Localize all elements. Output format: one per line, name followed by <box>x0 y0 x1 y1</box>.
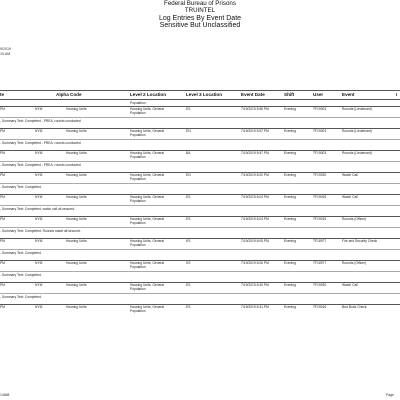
cell-shift: Evening <box>284 283 296 287</box>
cell-shift: Evening <box>284 173 296 177</box>
cell-level-3: ES <box>186 195 191 199</box>
cell-level-1: Housing Units <box>66 261 87 265</box>
cell-alpha-code: NYM <box>35 107 43 111</box>
col-header-event-date-fragment: te <box>0 92 5 97</box>
cell-user: TF19030 <box>313 173 327 177</box>
cell-event: Rounds (Lieutenant) <box>342 151 372 155</box>
cell-alpha-code: NYM <box>35 173 43 177</box>
header-rule-top <box>0 90 400 91</box>
row-separator <box>0 216 400 217</box>
cell-level-1: Housing Units <box>66 239 87 243</box>
cell-event-date: 7/19/2019 6:00 PM <box>241 173 269 177</box>
col-header-event: Event <box>342 92 355 97</box>
col-header-alpha-code: Alpha Code <box>56 92 82 97</box>
title-system: TRUINTEL <box>184 7 216 15</box>
cell-user: TF19015 <box>313 217 327 221</box>
cell-level-2-continued: Population <box>130 111 146 115</box>
cell-alpha-code: NYM <box>35 261 43 265</box>
cell-event-date: 7/19/2019 6:31 PM <box>241 305 269 309</box>
cell-event-date: 7/19/2019 6:06 PM <box>241 261 269 265</box>
row-summary-note: - Summary Text: Completed. <box>0 273 42 277</box>
cell-level-1: Housing Units <box>66 195 87 199</box>
cell-user: TF19016 <box>313 305 327 309</box>
note-separator <box>0 117 400 118</box>
cell-user: TF19003 <box>313 107 327 111</box>
cell-level-2: Housing Units, General <box>130 173 165 177</box>
cell-event: Bed Book Check <box>342 305 367 309</box>
row-summary-note: - Summary Text: Completed - PREA, rounds conducted <box>0 141 81 145</box>
cell-time: PM <box>0 239 5 243</box>
cell-level-2: Housing Units, General <box>130 217 165 221</box>
cell-event: Rounds (Lieutenant) <box>342 107 372 111</box>
row-separator <box>0 150 400 151</box>
note-separator <box>0 293 400 294</box>
cell-time: PM <box>0 173 5 177</box>
note-separator <box>0 205 400 206</box>
col-header-level-2: Level 2 Location <box>130 92 166 97</box>
cell-time: PM <box>0 107 5 111</box>
row-summary-note: - Summary Text: Completed. Rounds made all secured. <box>0 229 81 233</box>
report-time: 15 AM <box>0 52 11 56</box>
cell-level-1: Housing Units <box>66 151 87 155</box>
cell-shift: Evening <box>284 151 296 155</box>
note-separator <box>0 183 400 184</box>
note-separator <box>0 271 400 272</box>
cell-event-date: 7/19/2019 6:05 PM <box>241 239 269 243</box>
row-summary-note: - Summary Text: Completed. <box>0 295 42 299</box>
cell-event-date: 7/19/2019 5:57 PM <box>241 129 269 133</box>
row-separator <box>0 282 400 283</box>
cell-alpha-code: NYM <box>35 129 43 133</box>
row-separator <box>0 238 400 239</box>
cell-level-2: Housing Units, General <box>130 261 165 265</box>
cell-level-2: Housing Units, General <box>130 283 165 287</box>
row-summary-note: - Summary Text: Completed. <box>0 185 42 189</box>
cell-alpha-code: NYM <box>35 305 43 309</box>
row-summary-note: - Summary Text: Completed. watch call all secured. <box>0 207 75 211</box>
cell-level-2: Housing Units, General <box>130 195 165 199</box>
cell-event: Watch Call <box>342 283 358 287</box>
cell-level-3: ES <box>186 107 191 111</box>
cell-level-1: Housing Units <box>66 305 87 309</box>
row-separator <box>0 172 400 173</box>
cell-alpha-code: NYM <box>35 239 43 243</box>
col-header-level-3: Level 3 Location <box>186 92 222 97</box>
cell-level-2-continued: Population <box>130 287 146 291</box>
cell-time: PM <box>0 305 5 309</box>
col-header-user: User <box>313 92 324 97</box>
title-agency: Federal Bureau of Prisons <box>164 0 236 7</box>
cell-event: Rounds (Officer) <box>342 261 367 265</box>
cell-level-3: KS <box>186 261 191 265</box>
cell-alpha-code: NYM <box>35 195 43 199</box>
cell-time: PM <box>0 261 5 265</box>
cell-level-3: KS <box>186 239 191 243</box>
cell-shift: Evening <box>284 305 296 309</box>
cell-level-2: Housing Units, General <box>130 129 165 133</box>
cell-level-2: Housing Units, General <box>130 107 165 111</box>
row-separator <box>0 304 400 305</box>
cell-level-1: Housing Units <box>66 107 87 111</box>
cell-level-3: ES <box>186 283 191 287</box>
cell-level-2-continued: Population <box>130 221 146 225</box>
cell-event: Fire and Security Check <box>342 239 378 243</box>
row-separator <box>0 260 400 261</box>
col-header-shift: Shift <box>284 92 295 97</box>
cell-alpha-code: NYM <box>35 217 43 221</box>
cell-event: Watch Call <box>342 173 358 177</box>
row-summary-note: - Summary Text: Completed. <box>0 251 42 255</box>
cell-level-2-continued: Population <box>130 309 146 313</box>
cell-shift: Evening <box>284 217 296 221</box>
cell-level-2-continued: Population <box>130 243 146 247</box>
title-report: Log Entries By Event Date <box>158 14 242 22</box>
report-date: 9/2019 <box>0 47 11 51</box>
cell-alpha-code: NYM <box>35 283 43 287</box>
cell-user: TF19003 <box>313 129 327 133</box>
cell-user: TF18977 <box>313 261 327 265</box>
cell-user: TF18977 <box>313 239 327 243</box>
cell-level-2-continued: Population <box>130 265 146 269</box>
cell-level-3: EN <box>186 129 191 133</box>
cell-time: PM <box>0 195 5 199</box>
cell-event-date: 7/19/2019 5:57 PM <box>241 151 269 155</box>
row-separator <box>0 194 400 195</box>
cell-event-date: 7/19/2019 6:04 PM <box>241 217 269 221</box>
cell-level-2: Housing Units, General <box>130 239 165 243</box>
row-summary-note: - Summary Text: Completed - PREA, rounds conducted <box>0 163 81 167</box>
cell-event: Rounds (Officer) <box>342 217 367 221</box>
cell-shift: Evening <box>284 261 296 265</box>
cell-alpha-code: NYM <box>35 151 43 155</box>
cell-level-2-continued: Population <box>130 133 146 137</box>
cell-level-1: Housing Units <box>66 217 87 221</box>
cell-shift: Evening <box>284 129 296 133</box>
cell-level-2: Housing Units, General <box>130 151 165 155</box>
note-separator <box>0 227 400 228</box>
cell-level-1: Housing Units <box>66 129 87 133</box>
cell-time: PM <box>0 129 5 133</box>
col-header-truncated: I <box>396 92 398 97</box>
cell-time: PM <box>0 151 5 155</box>
cell-level-2: Housing Units, General <box>130 305 165 309</box>
header-rule-bottom <box>0 99 400 100</box>
cell-event-date: 7/19/2019 5:56 PM <box>241 107 269 111</box>
footer-page: Page <box>386 393 394 397</box>
cell-user: TF19015 <box>313 195 327 199</box>
cell-event: Rounds (Lieutenant) <box>342 129 372 133</box>
cell-level-1: Housing Units <box>66 283 87 287</box>
col-header-event-date: Event Date <box>241 92 265 97</box>
row-summary-note: - Summary Text: Completed - PREA, rounds conducted <box>0 119 81 123</box>
cell-time: PM <box>0 217 5 221</box>
cell-event-date: 7/19/2019 6:04 PM <box>241 195 269 199</box>
cell-user: TF19003 <box>313 151 327 155</box>
cell-shift: Evening <box>284 107 296 111</box>
cell-level-3: ES <box>186 217 191 221</box>
cell-level-3: BA <box>186 151 191 155</box>
title-classification: Sensitive But Unclassified <box>159 22 241 30</box>
cell-shift: Evening <box>284 195 296 199</box>
cell-level-2-continued: Population <box>130 177 146 181</box>
cell-level-2-continued: Population <box>130 199 146 203</box>
cell-level-1: Housing Units <box>66 173 87 177</box>
note-separator <box>0 139 400 140</box>
cell-event-date: 7/19/2019 6:30 PM <box>241 283 269 287</box>
note-separator <box>0 249 400 250</box>
cell-level-3: EN <box>186 173 191 177</box>
cell-level-3: ES <box>186 305 191 309</box>
cell-event: Watch Call <box>342 195 358 199</box>
report-title <box>0 0 400 30</box>
cell-time: PM <box>0 283 5 287</box>
footer-code: 14688 <box>0 393 10 397</box>
row-separator <box>0 128 400 129</box>
cell-user: TF19030 <box>313 283 327 287</box>
row-separator <box>0 106 400 107</box>
cell-level-2-continued: Population <box>130 155 146 159</box>
note-separator <box>0 161 400 162</box>
prior-row-continuation: Population <box>130 101 146 105</box>
cell-shift: Evening <box>284 239 296 243</box>
